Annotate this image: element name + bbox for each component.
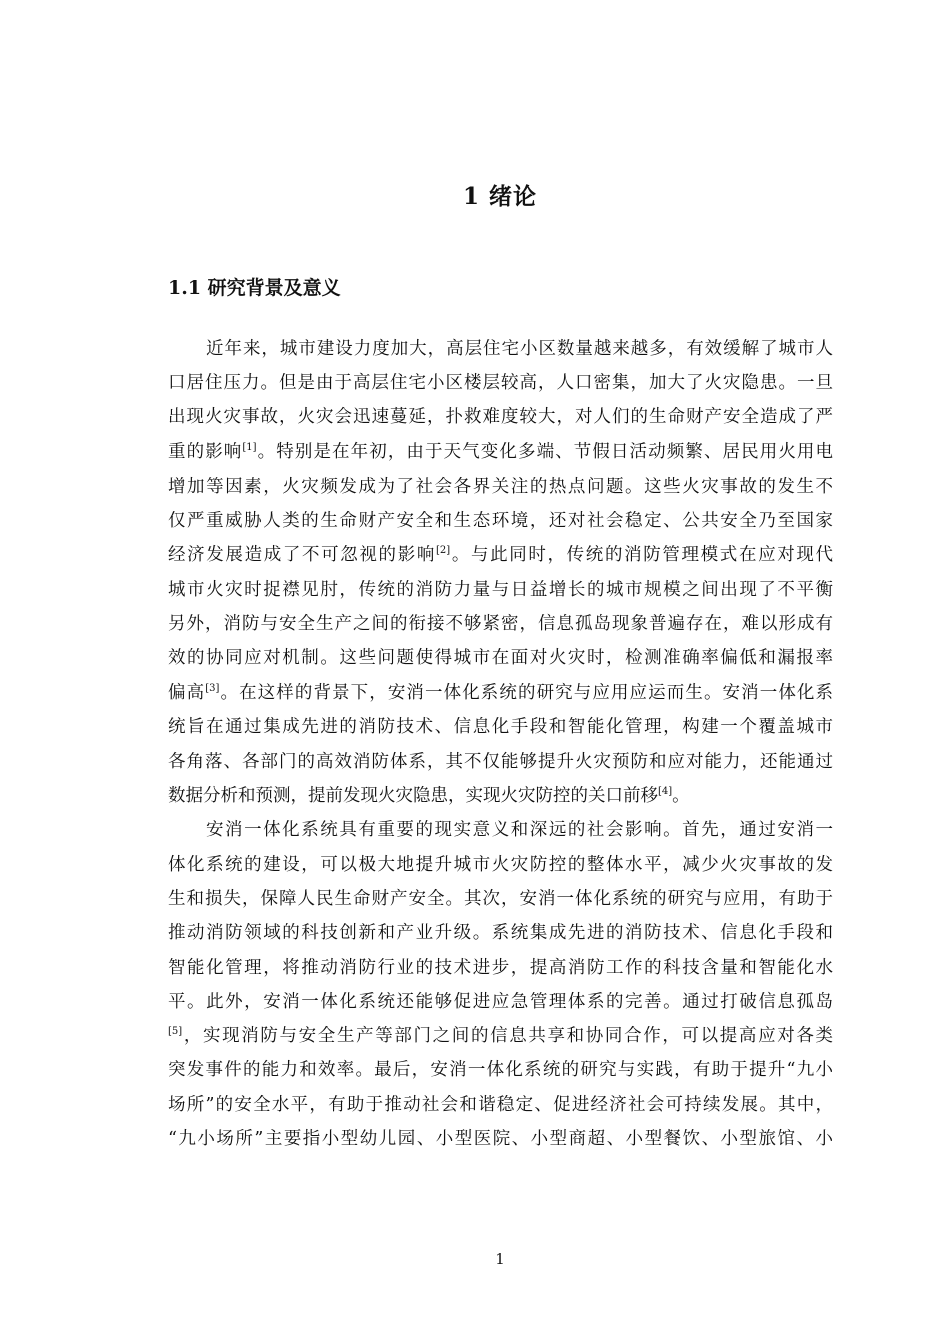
paragraph-2-line-2: 体化系统的建设，可以极大地提升城市火灾防控的整体水平，减少火灾事故的发 xyxy=(168,855,833,875)
citation-2: [2] xyxy=(436,545,451,556)
paragraph-2-line-5: 智能化管理，将推动消防行业的技术进步，提高消防工作的科技含量和智能化水 xyxy=(168,958,833,978)
paragraph-1-line-3: 出现火灾事故，火灾会迅速蔓延，扑救难度较大，对人们的生命财产安全造成了严 xyxy=(168,407,833,427)
citation-4: [4] xyxy=(658,786,673,797)
chapter-title: 1 绪论 xyxy=(462,183,537,210)
citation-5: [5] xyxy=(168,1026,183,1037)
paragraph-2-line-10: “九小场所”主要指小型幼儿园、小型医院、小型商超、小型餐饮、小型旅馆、小 xyxy=(168,1129,833,1149)
paragraph-2-line-9: 场所”的安全水平，有助于推动社会和谐稳定、促进经济社会可持续发展。其中， xyxy=(168,1095,833,1115)
page-number: 1 xyxy=(495,1250,505,1268)
paragraph-1-line-13: 各角落、各部门的高效消防体系，其不仅能够提升火灾预防和应对能力，还能通过 xyxy=(168,752,833,772)
paragraph-1-line-11: 偏高[3]。在这样的背景下，安消一体化系统的研究与应用应运而生。安消一体化系 xyxy=(168,683,834,703)
citation-3: [3] xyxy=(205,683,220,694)
paragraph-2-line-4: 推动消防领域的科技创新和产业升级。系统集成先进的消防技术、信息化手段和 xyxy=(168,923,833,943)
paragraph-1-line-9: 另外，消防与安全生产之间的衔接不够紧密，信息孤岛现象普遍存在，难以形成有 xyxy=(168,614,833,634)
paragraph-1-line-14: 数据分析和预测，提前发现火灾隐患，实现火灾防控的关口前移[4]。 xyxy=(168,786,690,806)
paragraph-1-line-8: 城市火灾时捉襟见肘，传统的消防力量与日益增长的城市规模之间出现了不平衡 xyxy=(168,580,833,600)
paragraph-2-line-8: 突发事件的能力和效率。最后，安消一体化系统的研究与实践，有助于提升“九小 xyxy=(168,1060,833,1080)
section-title: 1.1 研究背景及意义 xyxy=(168,277,341,299)
paragraph-1-line-12: 统旨在通过集成先进的消防技术、信息化手段和智能化管理，构建一个覆盖城市 xyxy=(168,717,833,737)
paragraph-2-line-6: 平。此外，安消一体化系统还能够促进应急管理体系的完善。通过打破信息孤岛 xyxy=(168,992,833,1012)
paragraph-1-line-2: 口居住压力。但是由于高层住宅小区楼层较高，人口密集，加大了火灾隐患。一旦 xyxy=(168,373,833,393)
paragraph-1-line-7: 经济发展造成了不可忽视的影响[2]。与此同时，传统的消防管理模式在应对现代 xyxy=(168,545,834,565)
citation-1: [1] xyxy=(242,442,257,453)
paragraph-2-line-7: [5]，实现消防与安全生产等部门之间的信息共享和协同合作，可以提高应对各类 xyxy=(168,1026,833,1046)
paragraph-2-line-3: 生和损失，保障人民生命财产安全。其次，安消一体化系统的研究与应用，有助于 xyxy=(168,889,833,909)
paragraph-1-line-4: 重的影响[1]。特别是在年初，由于天气变化多端、节假日活动频繁、居民用火用电 xyxy=(168,442,834,462)
paragraph-1-line-10: 效的协同应对机制。这些问题使得城市在面对火灾时，检测准确率偏低和漏报率 xyxy=(168,648,833,668)
paragraph-2-line-1: 安消一体化系统具有重要的现实意义和深远的社会影响。首先，通过安消一 xyxy=(206,820,833,840)
paragraph-1-line-6: 仅严重威胁人类的生命财产安全和生态环境，还对社会稳定、公共安全乃至国家 xyxy=(168,511,833,531)
paragraph-1-line-5: 增加等因素，火灾频发成为了社会各界关注的热点问题。这些火灾事故的发生不 xyxy=(168,477,833,497)
paragraph-1-line-1: 近年来，城市建设力度加大，高层住宅小区数量越来越多，有效缓解了城市人 xyxy=(206,339,833,359)
